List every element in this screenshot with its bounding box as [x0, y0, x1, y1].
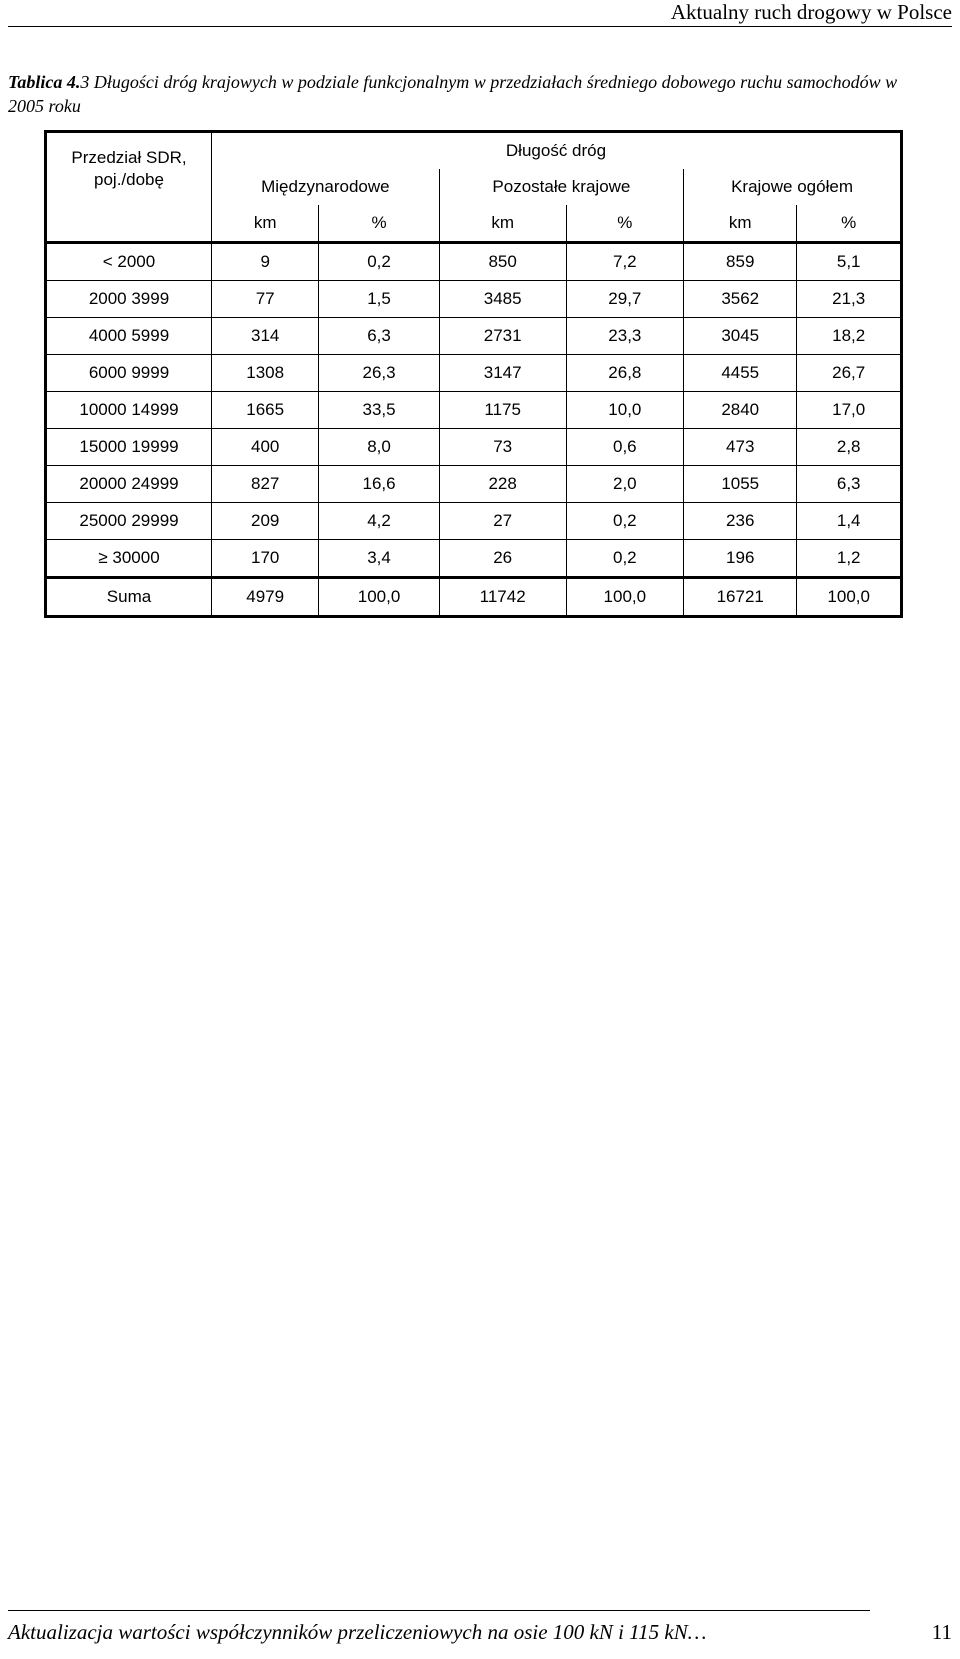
- table-cell: 209: [212, 503, 319, 540]
- table-cell: 33,5: [319, 392, 439, 429]
- table-row: [46, 466, 902, 503]
- table-cell: 2,0: [566, 466, 684, 503]
- table-cell: 0,2: [566, 540, 684, 578]
- table-cell: 21,3: [797, 281, 902, 318]
- table-cell: 73: [439, 429, 566, 466]
- range-cell: 2000 3999: [46, 281, 212, 318]
- table-cell: 4455: [684, 355, 797, 392]
- table-cell: 18,2: [797, 318, 902, 355]
- table-cell: 1308: [212, 355, 319, 392]
- unit-header: %: [797, 205, 902, 243]
- road-length-table: [44, 130, 903, 618]
- table-cell: 26,8: [566, 355, 684, 392]
- table-cell: 6,3: [319, 318, 439, 355]
- sum-label: Suma: [46, 578, 212, 617]
- table-cell: 10,0: [566, 392, 684, 429]
- table-cell: 1665: [212, 392, 319, 429]
- range-cell: 20000 24999: [46, 466, 212, 503]
- table-cell: 1,4: [797, 503, 902, 540]
- running-header: [8, 0, 952, 27]
- page-number: 11: [931, 1620, 952, 1644]
- table-cell: 3147: [439, 355, 566, 392]
- sum-cell: 100,0: [319, 578, 439, 617]
- table-cell: 3045: [684, 318, 797, 355]
- table-cell: 1,2: [797, 540, 902, 578]
- table-cell: 2840: [684, 392, 797, 429]
- unit-header: km: [439, 205, 566, 243]
- sum-cell: 16721: [684, 578, 797, 617]
- table-row: [46, 281, 902, 318]
- table-cell: 170: [212, 540, 319, 578]
- table-cell: 2,8: [797, 429, 902, 466]
- table-cell: 0,2: [319, 243, 439, 281]
- table-cell: 850: [439, 243, 566, 281]
- column-header-label: Krajowe ogółem: [731, 177, 853, 196]
- table-cell: 473: [684, 429, 797, 466]
- range-cell: 15000 19999: [46, 429, 212, 466]
- column-header-label: Pozostałe krajowe: [492, 177, 631, 196]
- sum-cell: 11742: [439, 578, 566, 617]
- range-cell: ≥ 30000: [46, 540, 212, 578]
- unit-header: km: [212, 205, 319, 243]
- footer-divider: [8, 1610, 870, 1611]
- range-cell: 4000 5999: [46, 318, 212, 355]
- table-cell: 27: [439, 503, 566, 540]
- table-cell: 196: [684, 540, 797, 578]
- unit-header: km: [684, 205, 797, 243]
- table-cell: 314: [212, 318, 319, 355]
- table-cell: 2731: [439, 318, 566, 355]
- footer-text: Aktualizacja wartości współczynników przeliczeniowych na osie 100 kN i 115 kN…: [8, 1620, 707, 1644]
- table-row: [46, 540, 902, 578]
- table-cell: 400: [212, 429, 319, 466]
- row-header-cell: [46, 132, 212, 243]
- range-cell: 10000 14999: [46, 392, 212, 429]
- table-row: [46, 318, 902, 355]
- table-cell: 9: [212, 243, 319, 281]
- table-row: [46, 243, 902, 281]
- table-cell: 16,6: [319, 466, 439, 503]
- table-cell: 5,1: [797, 243, 902, 281]
- table-cell: 236: [684, 503, 797, 540]
- table-row: [46, 429, 902, 466]
- sum-cell: 100,0: [797, 578, 902, 617]
- table-cell: 827: [212, 466, 319, 503]
- group-header-cell: [212, 132, 902, 170]
- range-cell: 25000 29999: [46, 503, 212, 540]
- table-cell: 859: [684, 243, 797, 281]
- table-cell: 29,7: [566, 281, 684, 318]
- table-cell: 23,3: [566, 318, 684, 355]
- table-row: [46, 392, 902, 429]
- table-cell: 3485: [439, 281, 566, 318]
- table-cell: 0,6: [566, 429, 684, 466]
- table-cell: 1175: [439, 392, 566, 429]
- page-footer: [8, 1612, 952, 1652]
- table-cell: 26,3: [319, 355, 439, 392]
- range-cell: 6000 9999: [46, 355, 212, 392]
- table-header-row: [46, 132, 902, 170]
- table-cell: 228: [439, 466, 566, 503]
- column-header: [439, 169, 683, 205]
- table-row: [46, 503, 902, 540]
- sum-cell: 100,0: [566, 578, 684, 617]
- sum-cell: 4979: [212, 578, 319, 617]
- caption-text: 3 Długości dróg krajowych w podziale funkcjonalnym w przedziałach średniego dobowego ruchu samochodów w 2005 roku: [8, 72, 898, 116]
- table-caption: [8, 70, 930, 118]
- unit-header: %: [319, 205, 439, 243]
- table-cell: 1055: [684, 466, 797, 503]
- table-cell: 26: [439, 540, 566, 578]
- table-cell: 7,2: [566, 243, 684, 281]
- table-cell: 0,2: [566, 503, 684, 540]
- range-cell: < 2000: [46, 243, 212, 281]
- table-cell: 77: [212, 281, 319, 318]
- table-cell: 1,5: [319, 281, 439, 318]
- column-header-label: Międzynarodowe: [261, 177, 390, 196]
- table-row: [46, 355, 902, 392]
- group-header-label: Długość dróg: [505, 141, 607, 160]
- table-cell: 17,0: [797, 392, 902, 429]
- sum-row: [46, 578, 902, 617]
- table-cell: 26,7: [797, 355, 902, 392]
- table-cell: 4,2: [319, 503, 439, 540]
- table-cell: 3562: [684, 281, 797, 318]
- unit-header: %: [566, 205, 684, 243]
- column-header: [684, 169, 902, 205]
- column-header: [212, 169, 440, 205]
- table-cell: 8,0: [319, 429, 439, 466]
- caption-label: Tablica 4.: [8, 72, 81, 92]
- table-cell: 3,4: [319, 540, 439, 578]
- running-header-title: Aktualny ruch drogowy w Polsce: [670, 0, 952, 24]
- row-header-label: Przedział SDR, poj./dobę: [71, 148, 187, 189]
- table-cell: 6,3: [797, 466, 902, 503]
